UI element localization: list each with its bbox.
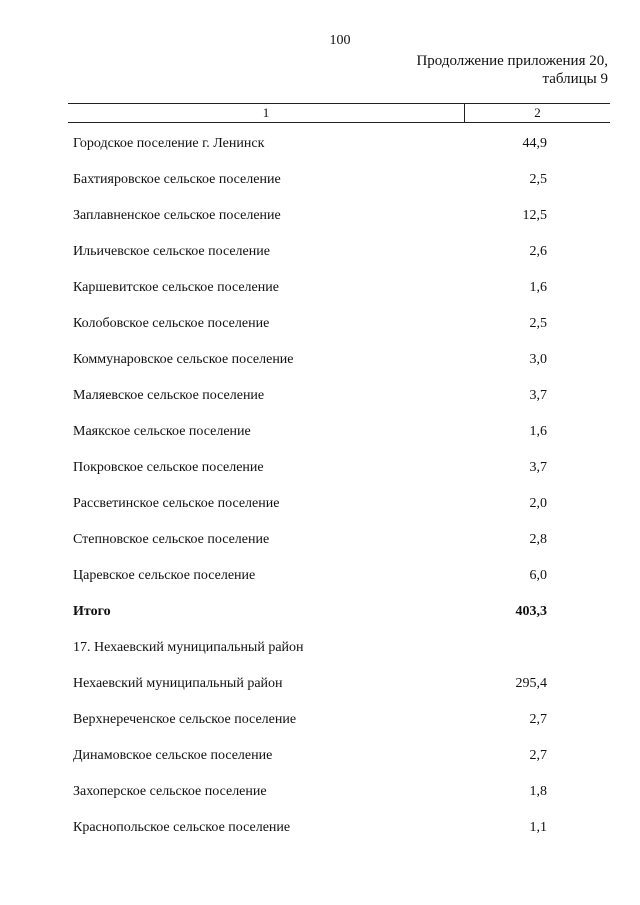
row-name: Краснопольское сельское поселение — [73, 820, 291, 835]
table-row — [0, 208, 640, 244]
table-row — [0, 172, 640, 208]
row-name: Рассветинское сельское поселение — [73, 496, 280, 511]
row-name: Коммунаровское сельское поселение — [73, 352, 294, 367]
section-heading-row — [0, 640, 640, 676]
header-column-1: 1 — [262, 105, 270, 120]
row-value: 3,0 — [529, 352, 547, 367]
section-heading: 17. Нехаевский муниципальный район — [73, 640, 304, 655]
row-name: Каршевитское сельское поселение — [73, 280, 279, 295]
continuation-line-2: таблицы 9 — [542, 71, 608, 87]
row-name: Маляевское сельское поселение — [73, 388, 265, 403]
total-value: 403,3 — [515, 604, 547, 619]
table-row — [0, 388, 640, 424]
row-name: Покровское сельское поселение — [73, 460, 264, 475]
row-name: Динамовское сельское поселение — [73, 748, 273, 763]
row-value: 3,7 — [529, 460, 547, 475]
row-value: 3,7 — [529, 388, 547, 403]
row-value: 1,6 — [529, 280, 547, 295]
table-row — [0, 460, 640, 496]
table-row — [0, 568, 640, 604]
row-name: Нехаевский муниципальный район — [73, 676, 283, 691]
table-row — [0, 676, 640, 712]
row-value: 2,5 — [529, 316, 547, 331]
row-value: 2,7 — [529, 748, 547, 763]
header-column-2: 2 — [534, 105, 541, 120]
row-name: Захоперское сельское поселение — [73, 784, 267, 799]
row-value: 295,4 — [515, 676, 547, 691]
table-row — [0, 820, 640, 856]
table-row — [0, 136, 640, 172]
row-value: 2,0 — [529, 496, 547, 511]
total-row — [0, 604, 640, 640]
row-name: Заплавненское сельское поселение — [73, 208, 281, 223]
row-name: Степновское сельское поселение — [73, 532, 270, 547]
table-row — [0, 280, 640, 316]
total-label: Итого — [73, 604, 111, 619]
row-name: Верхнереченское сельское поселение — [73, 712, 297, 727]
table-header — [68, 103, 610, 123]
row-name: Ильичевское сельское поселение — [73, 244, 270, 259]
table-row — [0, 316, 640, 352]
table-body — [0, 136, 640, 856]
row-value: 1,8 — [529, 784, 547, 799]
table-row — [0, 748, 640, 784]
table-row — [0, 496, 640, 532]
table-row — [0, 712, 640, 748]
row-value: 1,1 — [529, 820, 547, 835]
row-value: 2,6 — [529, 244, 547, 259]
row-name: Царевское сельское поселение — [73, 568, 256, 583]
row-name: Маякское сельское поселение — [73, 424, 251, 439]
row-name: Городское поселение г. Ленинск — [73, 136, 265, 151]
table-row — [0, 352, 640, 388]
row-value: 44,9 — [522, 136, 547, 151]
table-row — [0, 532, 640, 568]
row-value: 6,0 — [529, 568, 547, 583]
row-value: 2,5 — [529, 172, 547, 187]
table-row — [0, 244, 640, 280]
row-value: 12,5 — [522, 208, 547, 223]
row-value: 2,8 — [529, 532, 547, 547]
table-row — [0, 784, 640, 820]
table-row — [0, 424, 640, 460]
row-name: Колобовское сельское поселение — [73, 316, 270, 331]
continuation-note — [416, 52, 608, 88]
row-name: Бахтияровское сельское поселение — [73, 172, 281, 187]
row-value: 2,7 — [529, 712, 547, 727]
page-number: 100 — [329, 33, 351, 48]
continuation-line-1: Продолжение приложения 20, — [416, 53, 608, 69]
row-value: 1,6 — [529, 424, 547, 439]
